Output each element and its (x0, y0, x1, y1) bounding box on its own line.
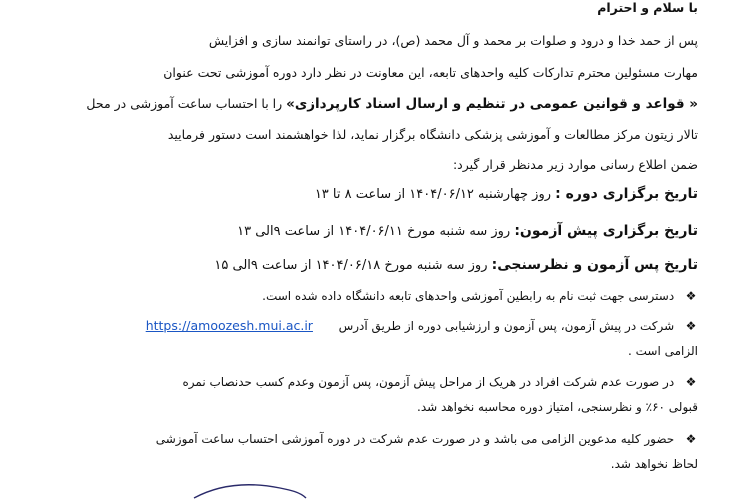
intro-line-2: مهارت مسئولین محترم تدارکات کلیه واحدهای تابعه، این معاونت در نظر دارد دوره آموزشی تحت عنوان (163, 65, 698, 80)
pretest-date-row (62, 223, 698, 239)
signature-mark (190, 478, 310, 502)
bullet-3-text: در صورت عدم شرکت افراد در هریک از مراحل پیش آزمون، پس آزمون وعدم کسب حدنصاب نمره (182, 375, 675, 389)
bullet-3-continuation: قبولی ۶۰٪ و نظرسنجی، امتیاز دوره محاسبه نخواهد شد. (417, 400, 698, 414)
diamond-bullet-icon: ❖ (685, 289, 697, 303)
intro-line-1: پس از حمد خدا و درود و صلوات بر محمد و آل محمد (ص)، در راستای توانمند سازی و افزایش (208, 33, 698, 48)
diamond-bullet-icon: ❖ (685, 432, 697, 446)
intro-line-5: ضمن اطلاع رسانی موارد زیر مدنظر قرار گیرد: (452, 157, 698, 172)
intro-line-3-text: را با احتساب ساعت آموزشی در محل (86, 96, 283, 111)
amoozesh-link[interactable]: https://amoozesh.mui.ac.ir (145, 318, 313, 333)
posttest-date-value: روز سه شنبه مورخ ۱۴۰۴/۰۶/۱۸ از ساعت ۹الی ۱۵ (214, 258, 488, 273)
bullet-item-4 (88, 432, 698, 446)
bullet-item-3 (88, 375, 698, 389)
bullet-1-text: دسترسی جهت ثبت نام به رابطین آموزشی واحدهای تابعه دانشگاه داده شده است. (262, 289, 675, 303)
bullet-2-continuation: الزامی است . (628, 344, 698, 358)
course-title: « قواعد و قوانین عمومی در تنظیم و ارسال اسناد کارپردازی» (286, 96, 698, 112)
bullet-item-2 (88, 318, 698, 333)
posttest-date-label: تاریخ پس آزمون و نظرسنجی: (491, 257, 698, 273)
bullet-4-text: حضور کلیه مدعوین الزامی می باشد و در صورت عدم شرکت در دوره آموزشی احتساب ساعت آموزشی (155, 432, 675, 446)
pretest-date-value: روز سه شنبه مورخ ۱۴۰۴/۰۶/۱۱ از ساعت ۹الی ۱۳ (237, 224, 511, 239)
greeting: با سلام و احترام (597, 0, 698, 15)
course-date-value: روز چهارشنبه ۱۴۰۴/۰۶/۱۲ از ساعت ۸ تا ۱۳ (314, 187, 551, 202)
bullet-2-text: شرکت در پیش آزمون، پس آزمون و ارزشیابی دوره از طریق آدرس (338, 319, 675, 333)
course-date-label: تاریخ برگزاری دوره : (555, 186, 698, 202)
intro-line-4: تالار زیتون مرکز مطالعات و آموزشی پزشکی دانشگاه برگزار نماید، لذا خواهشمند است دستور فرمایید (167, 127, 698, 142)
diamond-bullet-icon: ❖ (685, 319, 697, 333)
course-date-row (62, 186, 698, 202)
bullet-item-1 (88, 289, 698, 303)
intro-line-3 (62, 95, 698, 113)
bullet-4-continuation: لحاظ نخواهد شد. (610, 457, 698, 471)
posttest-date-row (62, 257, 698, 273)
pretest-date-label: تاریخ برگزاری پیش آزمون: (514, 223, 698, 239)
diamond-bullet-icon: ❖ (685, 375, 697, 389)
